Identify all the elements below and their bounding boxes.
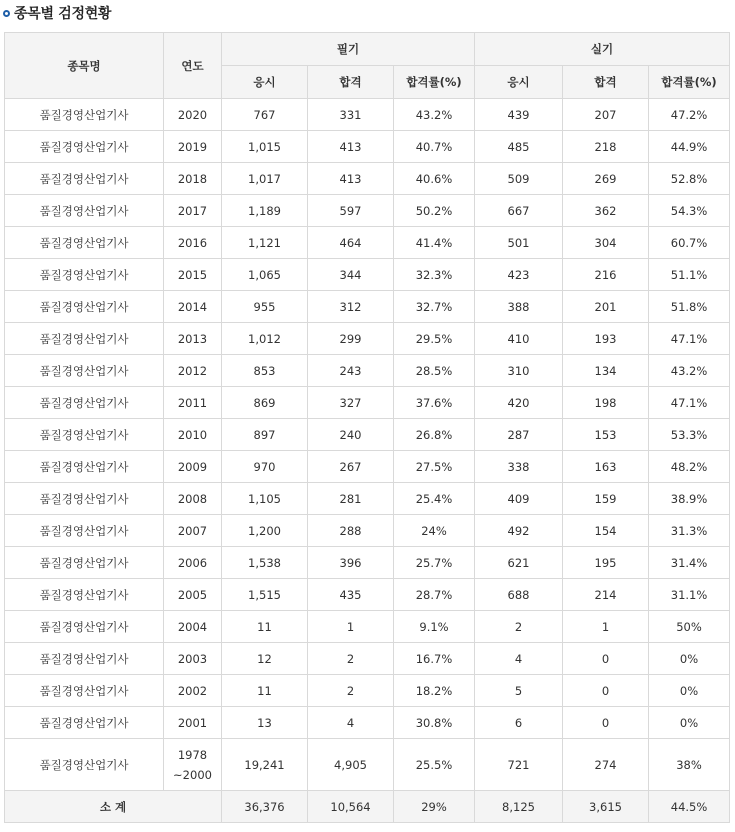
cell-written-rate: 27.5% [394, 451, 475, 483]
cell-written-applicants: 1,065 [222, 259, 308, 291]
cell-practical-applicants: 310 [475, 355, 563, 387]
total-label: 소 계 [5, 791, 222, 823]
cell-written-applicants: 1,017 [222, 163, 308, 195]
cell-practical-rate: 50% [649, 611, 730, 643]
cell-written-rate: 25.5% [394, 739, 475, 791]
cell-practical-passed: 274 [563, 739, 649, 791]
cell-written-rate: 50.2% [394, 195, 475, 227]
cell-written-applicants: 1,538 [222, 547, 308, 579]
cell-year: 2015 [164, 259, 222, 291]
cell-written-passed: 4 [308, 707, 394, 739]
cell-item-name: 품질경영산업기사 [5, 227, 164, 259]
cell-practical-rate: 0% [649, 707, 730, 739]
total-practical-rate: 44.5% [649, 791, 730, 823]
cell-year: 2018 [164, 163, 222, 195]
cell-written-applicants: 19,241 [222, 739, 308, 791]
cell-written-applicants: 1,515 [222, 579, 308, 611]
cell-item-name: 품질경영산업기사 [5, 131, 164, 163]
cell-practical-rate: 47.1% [649, 323, 730, 355]
section-title: 종목별 검정현황 [14, 6, 112, 22]
header-practical-applicants: 응시 [475, 66, 563, 99]
cell-written-rate: 37.6% [394, 387, 475, 419]
cell-written-passed: 464 [308, 227, 394, 259]
cell-practical-passed: 1 [563, 611, 649, 643]
cell-year-end: ~2000 [173, 767, 212, 782]
cell-practical-rate: 53.3% [649, 419, 730, 451]
cell-written-applicants: 1,012 [222, 323, 308, 355]
table-row [5, 163, 730, 195]
cell-practical-applicants: 409 [475, 483, 563, 515]
cell-written-applicants: 1,200 [222, 515, 308, 547]
cell-practical-rate: 31.4% [649, 547, 730, 579]
header-year: 연도 [164, 33, 222, 99]
header-practical-rate: 합격률(%) [649, 66, 730, 99]
cell-written-passed: 312 [308, 291, 394, 323]
cell-written-passed: 327 [308, 387, 394, 419]
table-row [5, 611, 730, 643]
cell-written-rate: 41.4% [394, 227, 475, 259]
cell-year-start: 1978 [177, 747, 208, 762]
cell-written-passed: 267 [308, 451, 394, 483]
cell-item-name: 품질경영산업기사 [5, 579, 164, 611]
cell-year: 2009 [164, 451, 222, 483]
cell-written-passed: 288 [308, 515, 394, 547]
cell-written-rate: 40.6% [394, 163, 475, 195]
cell-written-rate: 26.8% [394, 419, 475, 451]
total-row [5, 791, 730, 823]
table-row [5, 515, 730, 547]
cell-practical-passed: 216 [563, 259, 649, 291]
cell-written-rate: 25.4% [394, 483, 475, 515]
cell-practical-passed: 304 [563, 227, 649, 259]
cell-item-name: 품질경영산업기사 [5, 195, 164, 227]
cell-written-rate: 30.8% [394, 707, 475, 739]
cell-item-name: 품질경영산업기사 [5, 515, 164, 547]
cell-practical-rate: 0% [649, 643, 730, 675]
cell-practical-rate: 38.9% [649, 483, 730, 515]
cell-year: 2012 [164, 355, 222, 387]
cell-written-passed: 2 [308, 675, 394, 707]
table-row [5, 707, 730, 739]
cell-practical-applicants: 509 [475, 163, 563, 195]
table-row [5, 643, 730, 675]
cell-written-applicants: 1,105 [222, 483, 308, 515]
cell-written-applicants: 955 [222, 291, 308, 323]
cell-written-passed: 281 [308, 483, 394, 515]
header-written: 필기 [222, 33, 475, 66]
total-practical-applicants: 8,125 [475, 791, 563, 823]
cell-item-name: 품질경영산업기사 [5, 643, 164, 675]
cell-practical-applicants: 6 [475, 707, 563, 739]
cell-year: 2001 [164, 707, 222, 739]
cell-written-passed: 597 [308, 195, 394, 227]
cell-practical-passed: 198 [563, 387, 649, 419]
table-row [5, 451, 730, 483]
cell-practical-applicants: 492 [475, 515, 563, 547]
cell-practical-passed: 0 [563, 707, 649, 739]
cell-written-passed: 4,905 [308, 739, 394, 791]
cell-practical-applicants: 721 [475, 739, 563, 791]
table-row [5, 99, 730, 131]
cell-year: 2017 [164, 195, 222, 227]
section-header [0, 0, 735, 26]
table-row [5, 387, 730, 419]
cell-practical-applicants: 2 [475, 611, 563, 643]
cell-written-rate: 18.2% [394, 675, 475, 707]
cell-practical-passed: 195 [563, 547, 649, 579]
cell-written-rate: 25.7% [394, 547, 475, 579]
table-row [5, 579, 730, 611]
cell-item-name: 품질경영산업기사 [5, 291, 164, 323]
cell-written-rate: 28.5% [394, 355, 475, 387]
cell-item-name: 품질경영산업기사 [5, 547, 164, 579]
cell-written-applicants: 897 [222, 419, 308, 451]
cell-practical-applicants: 410 [475, 323, 563, 355]
cell-written-applicants: 767 [222, 99, 308, 131]
cell-practical-rate: 47.2% [649, 99, 730, 131]
cell-written-passed: 1 [308, 611, 394, 643]
cell-item-name: 품질경영산업기사 [5, 163, 164, 195]
cell-written-passed: 413 [308, 163, 394, 195]
cell-practical-passed: 134 [563, 355, 649, 387]
cell-written-rate: 16.7% [394, 643, 475, 675]
header-practical-passed: 합격 [563, 66, 649, 99]
cell-written-applicants: 12 [222, 643, 308, 675]
cell-written-applicants: 1,015 [222, 131, 308, 163]
cell-written-rate: 32.3% [394, 259, 475, 291]
cell-written-rate: 43.2% [394, 99, 475, 131]
cell-practical-passed: 163 [563, 451, 649, 483]
cell-practical-passed: 218 [563, 131, 649, 163]
cell-written-rate: 24% [394, 515, 475, 547]
cell-practical-applicants: 4 [475, 643, 563, 675]
cell-year: 2014 [164, 291, 222, 323]
cell-practical-applicants: 423 [475, 259, 563, 291]
cell-practical-rate: 43.2% [649, 355, 730, 387]
cell-practical-passed: 214 [563, 579, 649, 611]
cell-item-name: 품질경영산업기사 [5, 355, 164, 387]
cell-year: 2010 [164, 419, 222, 451]
header-written-passed: 합격 [308, 66, 394, 99]
cell-practical-applicants: 621 [475, 547, 563, 579]
table-row [5, 195, 730, 227]
cell-practical-rate: 51.8% [649, 291, 730, 323]
cell-practical-passed: 0 [563, 643, 649, 675]
cell-year [164, 739, 222, 791]
cell-item-name: 품질경영산업기사 [5, 419, 164, 451]
table-body [5, 99, 730, 739]
table-row [5, 291, 730, 323]
table-row [5, 419, 730, 451]
cell-practical-passed: 153 [563, 419, 649, 451]
cell-written-passed: 299 [308, 323, 394, 355]
table-row [5, 323, 730, 355]
cell-written-passed: 331 [308, 99, 394, 131]
cell-practical-passed: 207 [563, 99, 649, 131]
cell-practical-passed: 0 [563, 675, 649, 707]
cell-practical-passed: 154 [563, 515, 649, 547]
cell-practical-rate: 60.7% [649, 227, 730, 259]
cell-item-name: 품질경영산업기사 [5, 739, 164, 791]
header-written-applicants: 응시 [222, 66, 308, 99]
cell-practical-applicants: 485 [475, 131, 563, 163]
header-practical: 실기 [475, 33, 730, 66]
cell-written-applicants: 11 [222, 675, 308, 707]
table-header [5, 33, 730, 99]
cell-written-passed: 243 [308, 355, 394, 387]
cell-year: 2019 [164, 131, 222, 163]
cell-written-applicants: 1,189 [222, 195, 308, 227]
cell-written-passed: 396 [308, 547, 394, 579]
cell-year: 2002 [164, 675, 222, 707]
table-row [5, 355, 730, 387]
table-row [5, 227, 730, 259]
table-row [5, 259, 730, 291]
cell-year: 2011 [164, 387, 222, 419]
cell-year: 2013 [164, 323, 222, 355]
cell-written-passed: 344 [308, 259, 394, 291]
cell-practical-passed: 362 [563, 195, 649, 227]
cell-written-rate: 40.7% [394, 131, 475, 163]
cell-year: 2007 [164, 515, 222, 547]
cell-practical-applicants: 501 [475, 227, 563, 259]
cell-practical-applicants: 338 [475, 451, 563, 483]
cell-practical-applicants: 287 [475, 419, 563, 451]
cell-written-applicants: 11 [222, 611, 308, 643]
cell-written-passed: 2 [308, 643, 394, 675]
cell-practical-rate: 31.1% [649, 579, 730, 611]
cell-written-passed: 435 [308, 579, 394, 611]
cell-practical-applicants: 420 [475, 387, 563, 419]
cell-item-name: 품질경영산업기사 [5, 707, 164, 739]
circle-bullet-icon [3, 10, 10, 17]
cell-practical-applicants: 388 [475, 291, 563, 323]
cell-practical-passed: 159 [563, 483, 649, 515]
total-written-applicants: 36,376 [222, 791, 308, 823]
cell-written-applicants: 853 [222, 355, 308, 387]
table-row [5, 675, 730, 707]
cell-practical-applicants: 5 [475, 675, 563, 707]
cell-written-applicants: 13 [222, 707, 308, 739]
cell-practical-rate: 51.1% [649, 259, 730, 291]
table-body-last [5, 739, 730, 791]
cell-year: 2004 [164, 611, 222, 643]
cell-year: 2006 [164, 547, 222, 579]
header-item-name: 종목명 [5, 33, 164, 99]
cell-year: 2005 [164, 579, 222, 611]
cell-item-name: 품질경영산업기사 [5, 99, 164, 131]
cell-year: 2003 [164, 643, 222, 675]
cell-written-passed: 413 [308, 131, 394, 163]
cell-year: 2008 [164, 483, 222, 515]
cell-written-rate: 9.1% [394, 611, 475, 643]
total-written-passed: 10,564 [308, 791, 394, 823]
exam-status-table [4, 32, 730, 823]
cell-written-applicants: 970 [222, 451, 308, 483]
cell-practical-applicants: 688 [475, 579, 563, 611]
total-written-rate: 29% [394, 791, 475, 823]
cell-practical-rate: 54.3% [649, 195, 730, 227]
header-written-rate: 합격률(%) [394, 66, 475, 99]
cell-practical-passed: 269 [563, 163, 649, 195]
cell-practical-rate: 47.1% [649, 387, 730, 419]
total-practical-passed: 3,615 [563, 791, 649, 823]
table-row [5, 483, 730, 515]
cell-practical-rate: 31.3% [649, 515, 730, 547]
table-row [5, 739, 730, 791]
table-row [5, 131, 730, 163]
cell-written-applicants: 1,121 [222, 227, 308, 259]
cell-practical-rate: 44.9% [649, 131, 730, 163]
cell-practical-passed: 193 [563, 323, 649, 355]
cell-item-name: 품질경영산업기사 [5, 611, 164, 643]
cell-year: 2020 [164, 99, 222, 131]
cell-item-name: 품질경영산업기사 [5, 451, 164, 483]
cell-practical-rate: 38% [649, 739, 730, 791]
cell-item-name: 품질경영산업기사 [5, 387, 164, 419]
cell-practical-applicants: 439 [475, 99, 563, 131]
cell-written-passed: 240 [308, 419, 394, 451]
cell-year: 2016 [164, 227, 222, 259]
cell-item-name: 품질경영산업기사 [5, 259, 164, 291]
cell-item-name: 품질경영산업기사 [5, 483, 164, 515]
cell-written-rate: 32.7% [394, 291, 475, 323]
cell-practical-rate: 48.2% [649, 451, 730, 483]
cell-practical-passed: 201 [563, 291, 649, 323]
table-row [5, 547, 730, 579]
cell-practical-rate: 0% [649, 675, 730, 707]
table-footer [5, 791, 730, 823]
cell-practical-rate: 52.8% [649, 163, 730, 195]
cell-written-applicants: 869 [222, 387, 308, 419]
cell-item-name: 품질경영산업기사 [5, 323, 164, 355]
cell-written-rate: 29.5% [394, 323, 475, 355]
cell-practical-applicants: 667 [475, 195, 563, 227]
cell-written-rate: 28.7% [394, 579, 475, 611]
cell-item-name: 품질경영산업기사 [5, 675, 164, 707]
